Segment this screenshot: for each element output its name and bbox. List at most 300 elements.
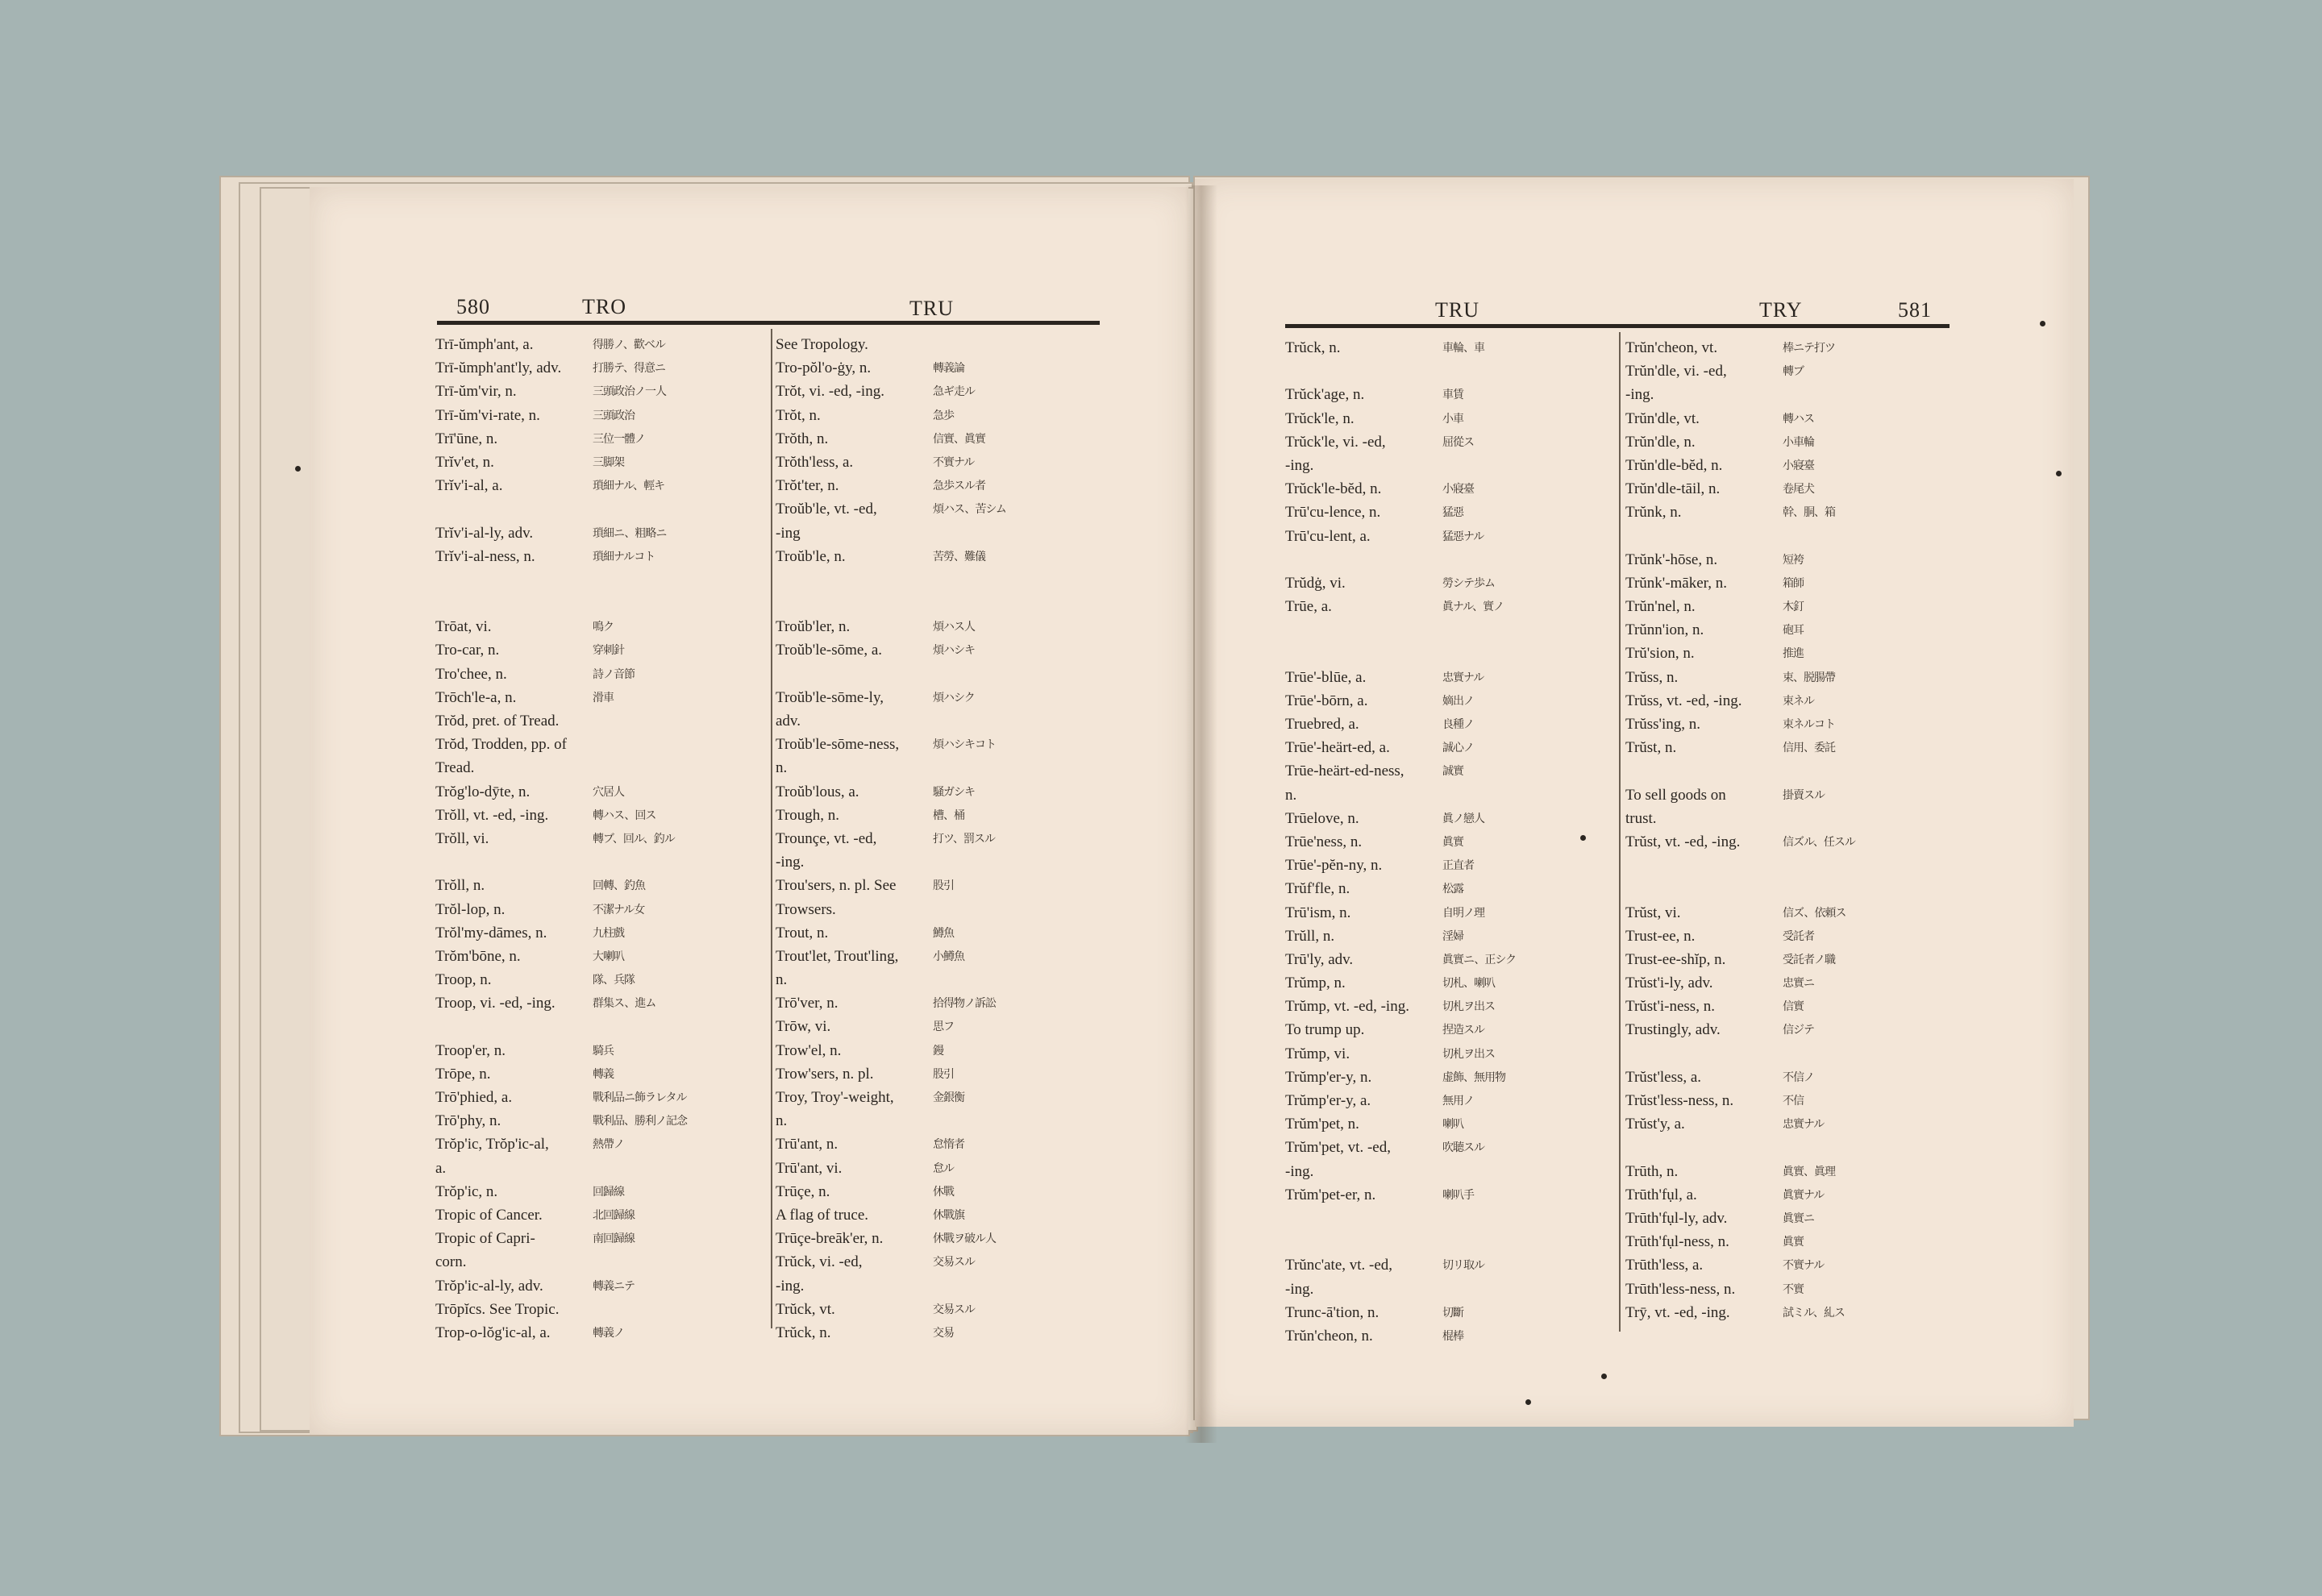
japanese-gloss: 信用、委託 [1783,742,1835,755]
dictionary-entry [1625,833,1948,856]
headword: Trī'ūne, n. [435,430,498,447]
japanese-gloss: 回歸線 [593,1185,624,1199]
dictionary-entry [435,853,766,876]
dictionary-entry [435,547,766,571]
dictionary-entry [435,406,766,430]
dictionary-entry [435,571,766,594]
japanese-gloss: 瑣細ナル、輕キ [593,480,665,493]
japanese-gloss: 怠ル [933,1162,954,1175]
japanese-gloss: 松露 [1442,883,1463,896]
headword: Trŭmp'er-y, n. [1285,1068,1372,1086]
japanese-gloss: 小車 [1442,412,1463,426]
dictionary-entry [776,900,1098,924]
headword: Trūth, n. [1625,1162,1679,1180]
japanese-gloss: 回轉、釣魚 [593,879,645,893]
japanese-gloss: 瑣細ニ、粗略ニ [593,526,667,540]
dictionary-entry [1625,974,1948,997]
headword: Trĭv'i-al-ly, adv. [435,524,534,542]
headword: Trūth'fụl, a. [1625,1186,1697,1203]
japanese-gloss: 切斷 [1442,1306,1463,1320]
dictionary-entry [1625,1209,1948,1232]
dictionary-entry [1285,879,1616,903]
dictionary-entry [776,1277,1098,1300]
running-head-left: TRU [1435,298,1479,322]
headword: Trŏp'ic-al-ly, adv. [435,1277,543,1295]
headword: Troŭb'le, vt. -ed, [776,501,877,518]
japanese-gloss: 掛賣スル [1783,788,1825,802]
headword: Trūe'ness, n. [1285,833,1363,850]
dictionary-entry [1625,1303,1948,1327]
headword: Trŭck'le, n. [1285,409,1354,427]
dictionary-entry [1625,1280,1948,1303]
headword: -ing. [1285,1280,1314,1298]
headword: Trū'cu-lent, a. [1285,527,1371,545]
dictionary-entry [1625,1232,1948,1256]
japanese-gloss: 喇叭手 [1442,1188,1474,1202]
dictionary-entry [776,1041,1098,1065]
dictionary-entry [1285,551,1616,574]
dictionary-entry [435,1065,766,1088]
dictionary-entry [1285,362,1616,385]
headword: Trōch'le-a, n. [435,688,517,706]
headword: Trūth'fụl-ly, adv. [1625,1209,1728,1227]
binding-hole [2040,321,2045,326]
headword: Trūth'less, a. [1625,1257,1704,1274]
headword: Trūçe, n. [776,1182,830,1200]
headword: Troŭb'le, n. [776,547,846,565]
japanese-gloss: 受託者 [1783,929,1814,943]
dictionary-entry [776,641,1098,664]
japanese-gloss: 戰利品、勝利ノ記念 [593,1115,687,1128]
japanese-gloss: 不實 [1783,1282,1804,1296]
headword: Trŭck, n. [776,1324,831,1341]
dictionary-entry [776,783,1098,806]
header-rule-left [437,321,1100,325]
headword: Troŭb'lous, a. [776,783,859,800]
headword: Trŭm'pet-er, n. [1285,1186,1376,1203]
headword: -ing [776,524,801,542]
japanese-gloss: 幹、胴、箱 [1783,506,1835,520]
japanese-gloss: 鱒魚 [933,926,954,940]
dictionary-entry [1285,1186,1616,1209]
dictionary-entry [1285,974,1616,997]
headword: Trŭst'less, a. [1625,1068,1702,1086]
dictionary-entry [776,1135,1098,1158]
headword: Trō'phied, a. [435,1089,513,1106]
headword: Trou'sers, n. pl. See [776,877,897,895]
dictionary-entry [435,876,766,900]
headword: A flag of truce. [776,1206,869,1224]
japanese-gloss: 眞實、眞理 [1783,1165,1835,1178]
dictionary-entry [435,970,766,994]
dictionary-entry [776,876,1098,900]
dictionary-entry [1625,339,1948,362]
japanese-gloss: 喇叭 [1442,1118,1463,1132]
dictionary-entry [776,924,1098,947]
dictionary-entry [776,524,1098,547]
page-number-left: 580 [456,295,490,318]
japanese-gloss: 車輪、車 [1442,342,1484,355]
japanese-gloss: 誠心ノ [1442,742,1474,755]
japanese-gloss: 苦勞、難儀 [933,550,985,563]
japanese-gloss: 小車輪 [1783,435,1814,449]
japanese-gloss: 束ネルコト [1783,718,1835,731]
dictionary-entry [1625,950,1948,974]
japanese-gloss: 詩ノ音節 [593,667,635,681]
japanese-gloss: 虚飾、無用物 [1442,1070,1505,1084]
dictionary-entry [435,1088,766,1112]
running-head-left: TRO [582,295,626,318]
headword: Trŭll, n. [1285,927,1335,945]
headword: Tread. [435,759,475,777]
japanese-gloss: 不潔ナル女 [593,903,645,916]
dictionary-entry [1625,668,1948,692]
japanese-gloss: 信ズ、依頼ス [1783,906,1846,920]
japanese-gloss: 得勝ノ、歡ベル [593,339,665,351]
dictionary-entry [435,688,766,712]
japanese-gloss: 思フ [933,1020,954,1034]
headword: Trŭnk'-māker, n. [1625,574,1727,592]
japanese-gloss: 打勝テ、得意ニ [593,362,666,376]
dictionary-entry [1625,409,1948,433]
dictionary-entry [1625,621,1948,644]
japanese-gloss: 吹聴スル [1442,1141,1484,1155]
headword: Troŭb'le-sōme-ness, [776,736,900,754]
dictionary-entry [435,617,766,641]
japanese-gloss: 小鱒魚 [933,950,964,963]
headword: Trŏm'bōne, n. [435,947,521,965]
japanese-gloss: 交易 [933,1326,954,1340]
japanese-gloss: 棒ニテ打ツ [1783,342,1835,355]
dictionary-entry [1285,668,1616,692]
japanese-gloss: 鏝 [933,1044,943,1058]
dictionary-entry [776,1206,1098,1229]
book-gutter [1185,185,1217,1443]
dictionary-entry [1625,1115,1948,1138]
dictionary-entry [435,524,766,547]
headword: Trūe'-heärt-ed, a. [1285,739,1390,757]
japanese-gloss: 束、脱腸帶 [1783,671,1835,684]
dictionary-entry [1285,480,1616,503]
headword: Trĭv'et, n. [435,453,494,471]
japanese-gloss: 股引 [933,1067,954,1081]
headword: Troop, n. [435,971,492,989]
dictionary-entry [1625,856,1948,879]
dictionary-entry [1285,1068,1616,1091]
headword: Trūçe-breāk'er, n. [776,1230,884,1248]
japanese-gloss: 忠實ナル [1783,1118,1825,1132]
japanese-gloss: 煩ハス、苦シム [933,503,1006,517]
headword: To trump up. [1285,1021,1365,1039]
dictionary-entry [1285,385,1616,409]
japanese-gloss: 卷尾犬 [1783,483,1814,497]
dictionary-entry [435,359,766,382]
dictionary-entry [435,382,766,405]
dictionary-entry [1625,362,1948,385]
headword: Trȳ, vt. -ed, -ing. [1625,1303,1730,1321]
dictionary-entry [435,1277,766,1300]
running-head-right: TRY [1759,298,1803,322]
headword: Trī-ŭmph'ant, a. [435,336,534,353]
japanese-gloss: 不信 [1783,1095,1804,1108]
headword: n. [776,1112,788,1130]
headword: Trŭst, vi. [1625,904,1681,921]
japanese-gloss: 騒ガシキ [933,785,975,799]
headword: Trī-ŭm'vi-rate, n. [435,406,540,424]
headword: Trŭn'cheon, n. [1285,1327,1373,1345]
japanese-gloss: 煩ハシキコト [933,738,996,752]
japanese-gloss: 信ズル、任スル [1783,835,1855,849]
dictionary-entry [776,571,1098,594]
headword: Trŭst'i-ness, n. [1625,998,1715,1016]
japanese-gloss: 北回歸線 [593,1208,635,1222]
headword: Trū'cu-lence, n. [1285,504,1381,522]
dictionary-entry [776,735,1098,759]
dictionary-entry [435,1159,766,1182]
japanese-gloss: 自明ノ理 [1442,906,1484,920]
japanese-gloss: 試ミル、糺ス [1783,1306,1845,1320]
japanese-gloss: 休戰旗 [933,1208,964,1222]
headword: Trō'phy, n. [435,1112,501,1130]
headword: -ing. [776,1277,805,1295]
japanese-gloss: 正直者 [1442,859,1474,873]
headword: Troy, Troy'-weight, [776,1089,894,1106]
dictionary-entry [435,1135,766,1158]
dictionary-entry [1285,809,1616,833]
dictionary-entry [776,829,1098,853]
headword: Trŭnk'-hōse, n. [1625,551,1718,568]
headword: Trŭst'i-ly, adv. [1625,975,1713,992]
headword: Trū'ant, n. [776,1136,838,1153]
dictionary-entry [1625,1186,1948,1209]
dictionary-entry [1285,1091,1616,1115]
dictionary-entry [435,1112,766,1135]
japanese-gloss: 鳴ク [593,621,614,634]
japanese-gloss: 休戰 [933,1185,954,1199]
headword: Trī-ŭmph'ant'ly, adv. [435,360,562,377]
japanese-gloss: 短袴 [1783,553,1804,567]
dictionary-entry [776,476,1098,500]
dictionary-entry [776,430,1098,453]
dictionary-entry [776,547,1098,571]
japanese-gloss: 眞ナル、實ノ [1442,601,1504,614]
japanese-gloss: 砲耳 [1783,624,1804,638]
headword: Trough, n. [776,806,840,824]
japanese-gloss: 轉義 [593,1067,614,1081]
dictionary-entry [1285,456,1616,480]
dictionary-entry [1625,786,1948,809]
headword: Trŭst, n. [1625,739,1677,757]
headword: n. [776,759,788,777]
headword: Trŭmp'er-y, a. [1285,1092,1371,1109]
dictionary-entry [1285,1232,1616,1256]
column-divider [1619,332,1621,1332]
headword: n. [1285,786,1297,804]
headword: Trŏll, n. [435,877,485,895]
headword: Trŏd, Trodden, pp. of [435,736,567,754]
dictionary-entry [435,1182,766,1206]
japanese-gloss: 箱師 [1783,576,1804,590]
dictionary-entry [1285,1138,1616,1162]
dictionary-entry [1285,433,1616,456]
headword: Trū'ant, vi. [776,1159,843,1177]
dictionary-column [1285,339,1616,1350]
headword: Trŭmp, n. [1285,975,1346,992]
dictionary-entry [1625,433,1948,456]
dictionary-entry [776,382,1098,405]
headword: Trōpĭcs. See Tropic. [435,1300,560,1318]
dictionary-entry [435,759,766,782]
dictionary-entry [435,1253,766,1276]
japanese-gloss: 交易スル [933,1256,975,1270]
japanese-gloss: 打ツ、罰スル [933,832,996,846]
japanese-gloss: 怠惰者 [933,1138,964,1152]
dictionary-entry [776,1182,1098,1206]
japanese-gloss: 猛惡 [1442,506,1463,520]
headword: Trŏll, vi. [435,829,489,847]
japanese-gloss: 轉義論 [933,362,964,376]
dictionary-entry [1285,409,1616,433]
dictionary-entry [435,476,766,500]
headword: Tropic of Capri- [435,1230,535,1248]
headword: Trŭss, vt. -ed, -ing. [1625,692,1742,709]
dictionary-entry [435,900,766,924]
dictionary-entry [1625,527,1948,551]
headword: Trŭm'pet, vt. -ed, [1285,1139,1391,1157]
dictionary-entry [435,1041,766,1065]
japanese-gloss: 隊、兵隊 [593,974,635,987]
dictionary-entry [1625,385,1948,409]
dictionary-entry [435,994,766,1017]
dictionary-entry [776,1088,1098,1112]
dictionary-entry [1625,597,1948,621]
headword: -ing. [1285,456,1314,474]
dictionary-entry [1625,1068,1948,1091]
headword: Trŭst'y, a. [1625,1116,1685,1133]
japanese-gloss: 戰利品ニ飾ラレタル [593,1091,687,1104]
japanese-gloss: 忠實ナル [1442,671,1484,684]
headword: -ing. [1285,1162,1314,1180]
japanese-gloss: 束ネル [1783,694,1814,708]
binding-hole [1580,835,1586,841]
headword: Trŭck, vt. [776,1300,835,1318]
dictionary-entry [776,1229,1098,1253]
dictionary-entry [1285,1020,1616,1044]
binding-hole [1601,1374,1607,1379]
headword: Trŭn'dle, vi. -ed, [1625,363,1727,380]
japanese-gloss: 煩ハシク [933,691,975,704]
dictionary-entry [435,500,766,523]
headword: Trŭn'dle-tāil, n. [1625,480,1721,498]
headword: See Tropology. [776,336,868,353]
japanese-gloss: 三位一體ノ [593,432,645,446]
japanese-gloss: 拾得物ノ訴訟 [933,997,996,1011]
japanese-gloss: 信實 [1783,1000,1804,1014]
headword: Trū'ism, n. [1285,904,1351,921]
headword: Trounçe, vt. -ed, [776,829,877,847]
dictionary-entry [1625,809,1948,833]
dictionary-column [776,335,1098,1347]
headword: Trust-ee, n. [1625,927,1696,945]
headword: Trūe, a. [1285,598,1332,616]
dictionary-entry [435,430,766,453]
binding-hole [1525,1399,1531,1405]
japanese-gloss: 眞實ニ [1783,1212,1814,1225]
headword: -ing. [1625,386,1654,404]
japanese-gloss: 九柱戲 [593,926,624,940]
japanese-gloss: 槽、桶 [933,808,964,822]
japanese-gloss: 眞實 [1442,835,1463,849]
headword: Trūelove, n. [1285,809,1359,827]
dictionary-entry [776,712,1098,735]
japanese-gloss: 三頭政治 [593,409,635,422]
japanese-gloss: 淫婦 [1442,929,1463,943]
dictionary-entry [776,806,1098,829]
dictionary-entry [1625,904,1948,927]
japanese-gloss: 屈從ス [1442,435,1474,449]
japanese-gloss: 騎兵 [593,1044,614,1058]
dictionary-entry [1625,1045,1948,1068]
headword: Trŭdġ, vi. [1285,574,1346,592]
headword: Trŭm'pet, n. [1285,1116,1359,1133]
headword: Troŭb'ler, n. [776,618,851,636]
headword: Trŭnk, n. [1625,504,1682,522]
japanese-gloss: 轉ハス [1783,412,1814,426]
japanese-gloss: 小寢臺 [1783,459,1814,472]
header-rule-right [1285,324,1950,328]
dictionary-entry [1285,1162,1616,1186]
dictionary-entry [776,853,1098,876]
japanese-gloss: 誠實 [1442,765,1463,779]
dictionary-entry [776,1324,1098,1347]
headword: Trŭ'sion, n. [1625,645,1695,663]
japanese-gloss: 轉ハス、回ス [593,808,656,822]
headword: Trŭnc'ate, vt. -ed, [1285,1257,1393,1274]
headword: trust. [1625,809,1657,827]
dictionary-entry [1625,738,1948,762]
dictionary-entry [776,665,1098,688]
dictionary-entry [1625,480,1948,503]
dictionary-entry [1625,762,1948,785]
dictionary-entry [1625,1138,1948,1162]
dictionary-entry [1285,950,1616,974]
dictionary-entry [1285,715,1616,738]
dictionary-entry [776,688,1098,712]
dictionary-entry [1625,574,1948,597]
japanese-gloss: 穿刺針 [593,644,624,658]
dictionary-entry [1625,1091,1948,1115]
dictionary-entry [1625,551,1948,574]
headword: Trūe-heärt-ed-ness, [1285,763,1404,780]
japanese-gloss: 推進 [1783,647,1804,661]
japanese-gloss: 小寢臺 [1442,483,1474,497]
dictionary-entry [776,947,1098,970]
japanese-gloss: 棍棒 [1442,1329,1463,1343]
headword: a. [435,1159,447,1177]
japanese-gloss: 群集ス、進ム [593,997,656,1011]
dictionary-entry [435,665,766,688]
dictionary-entry [435,806,766,829]
japanese-gloss: 轉義ニテ [593,1279,635,1293]
headword: Trout, n. [776,924,829,941]
dictionary-entry [776,500,1098,523]
headword: Troop'er, n. [435,1041,506,1059]
japanese-gloss: 車賃 [1442,389,1463,402]
headword: Trŏt, vi. -ed, -ing. [776,383,884,401]
running-head-right: TRU [909,297,954,320]
japanese-gloss: 眞實ニ、正シク [1442,953,1517,966]
japanese-gloss: 股引 [933,879,954,893]
